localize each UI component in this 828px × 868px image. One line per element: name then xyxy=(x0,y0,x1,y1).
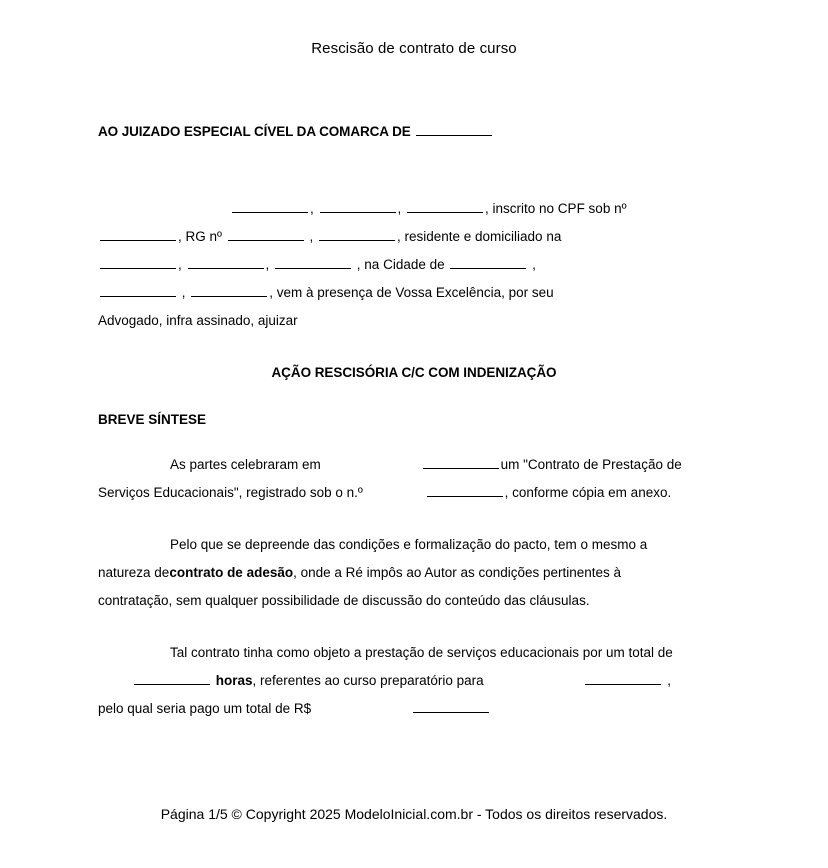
blank-field-cpf[interactable] xyxy=(100,229,176,241)
paragraph-1-text-b: um "Contrato de Prestação de xyxy=(500,457,682,472)
party-line-3: , , , na Cidade de , xyxy=(98,251,730,279)
page-footer: Página 1/5 © Copyright 2025 ModeloInicial.com.br - Todos os direitos reservados. xyxy=(160,806,668,822)
paragraph-1 xyxy=(98,451,730,507)
party-line-4-text: , vem à presença de Vossa Excelência, por seu xyxy=(269,285,554,300)
paragraph-3-text-a: Tal contrato tinha como objeto a prestação de serviços educacionais por um total de xyxy=(170,645,673,660)
blank-field-endereco[interactable] xyxy=(100,257,176,269)
blank-field-valor[interactable] xyxy=(413,701,489,713)
party-line-3-text: , na Cidade de xyxy=(356,257,445,272)
party-line-5: Advogado, infra assinado, ajuizar xyxy=(98,313,298,328)
paragraph-3-text-c: pelo qual seria pago um total de R$ xyxy=(98,701,312,716)
paragraph-2 xyxy=(98,531,730,615)
paragraph-1-text-a: As partes celebraram em xyxy=(170,457,321,472)
blank-field-comarca[interactable] xyxy=(416,124,492,136)
blank-field-data-contrato[interactable] xyxy=(423,457,499,469)
party-line-4: , , vem à presença de Vossa Excelência, por seu xyxy=(98,279,730,307)
document-body xyxy=(98,124,730,723)
party-line-2: , RG nº , , residente e domiciliado na xyxy=(98,223,730,251)
blank-field-cep[interactable] xyxy=(191,285,267,297)
paragraph-3-bold: horas xyxy=(215,673,253,688)
page-title: Rescisão de contrato de curso xyxy=(311,40,517,57)
document-page xyxy=(0,40,828,868)
action-title: AÇÃO RESCISÓRIA C/C COM INDENIZAÇÃO xyxy=(271,365,557,380)
blank-field-estado-civil[interactable] xyxy=(407,201,483,213)
blank-field-estado[interactable] xyxy=(100,285,176,297)
blank-field-numero-contrato[interactable] xyxy=(427,485,503,497)
blank-field-nacionalidade[interactable] xyxy=(320,201,396,213)
blank-field-cidade[interactable] xyxy=(450,257,526,269)
party-line-2-text-b: , residente e domiciliado na xyxy=(396,229,562,244)
paragraph-1-text-c: Serviços Educacionais", registrado sob o n.º xyxy=(98,485,363,500)
court-heading-text: AO JUIZADO ESPECIAL CÍVEL DA COMARCA DE xyxy=(98,124,411,139)
paragraph-2-text-a: Pelo que se depreende das condições e formalização do pacto, tem o mesmo a xyxy=(170,537,648,552)
party-qualification-block xyxy=(98,195,730,335)
blank-field-numero[interactable] xyxy=(188,257,264,269)
paragraph-3-text-b: , referentes ao curso preparatório para xyxy=(252,673,484,688)
section-title-breve-sintese: BREVE SÍNTESE xyxy=(98,412,207,427)
paragraph-2-text-d: contratação, sem qualquer possibilidade de discussão do conteúdo das cláusulas. xyxy=(98,593,590,608)
party-line-1-text: , inscrito no CPF sob nº xyxy=(485,201,627,216)
paragraph-2-bold: contrato de adesão xyxy=(169,565,294,580)
blank-field-rg[interactable] xyxy=(228,229,304,241)
blank-field-horas[interactable] xyxy=(134,673,210,685)
paragraph-3: Tal contrato tinha como objeto a prestação de serviços educacionais por um total de horas, referentes ao curso preparatório para , pelo qual seria pago um total de R$ xyxy=(98,645,673,716)
blank-field-bairro[interactable] xyxy=(275,257,351,269)
blank-field-profissao[interactable] xyxy=(319,229,395,241)
blank-field-curso[interactable] xyxy=(585,673,661,685)
blank-field-nome[interactable] xyxy=(232,201,308,213)
party-line-2-text-a: , RG nº xyxy=(178,229,222,244)
paragraph-2-text-b: natureza de xyxy=(98,565,170,580)
paragraph-1-text-d: , conforme cópia em anexo. xyxy=(504,485,672,500)
court-heading xyxy=(98,124,730,139)
party-line-1: , , , inscrito no CPF sob nº xyxy=(98,195,730,223)
paragraph-2-text-c: , onde a Ré impôs ao Autor as condições pertinentes à xyxy=(293,565,622,580)
